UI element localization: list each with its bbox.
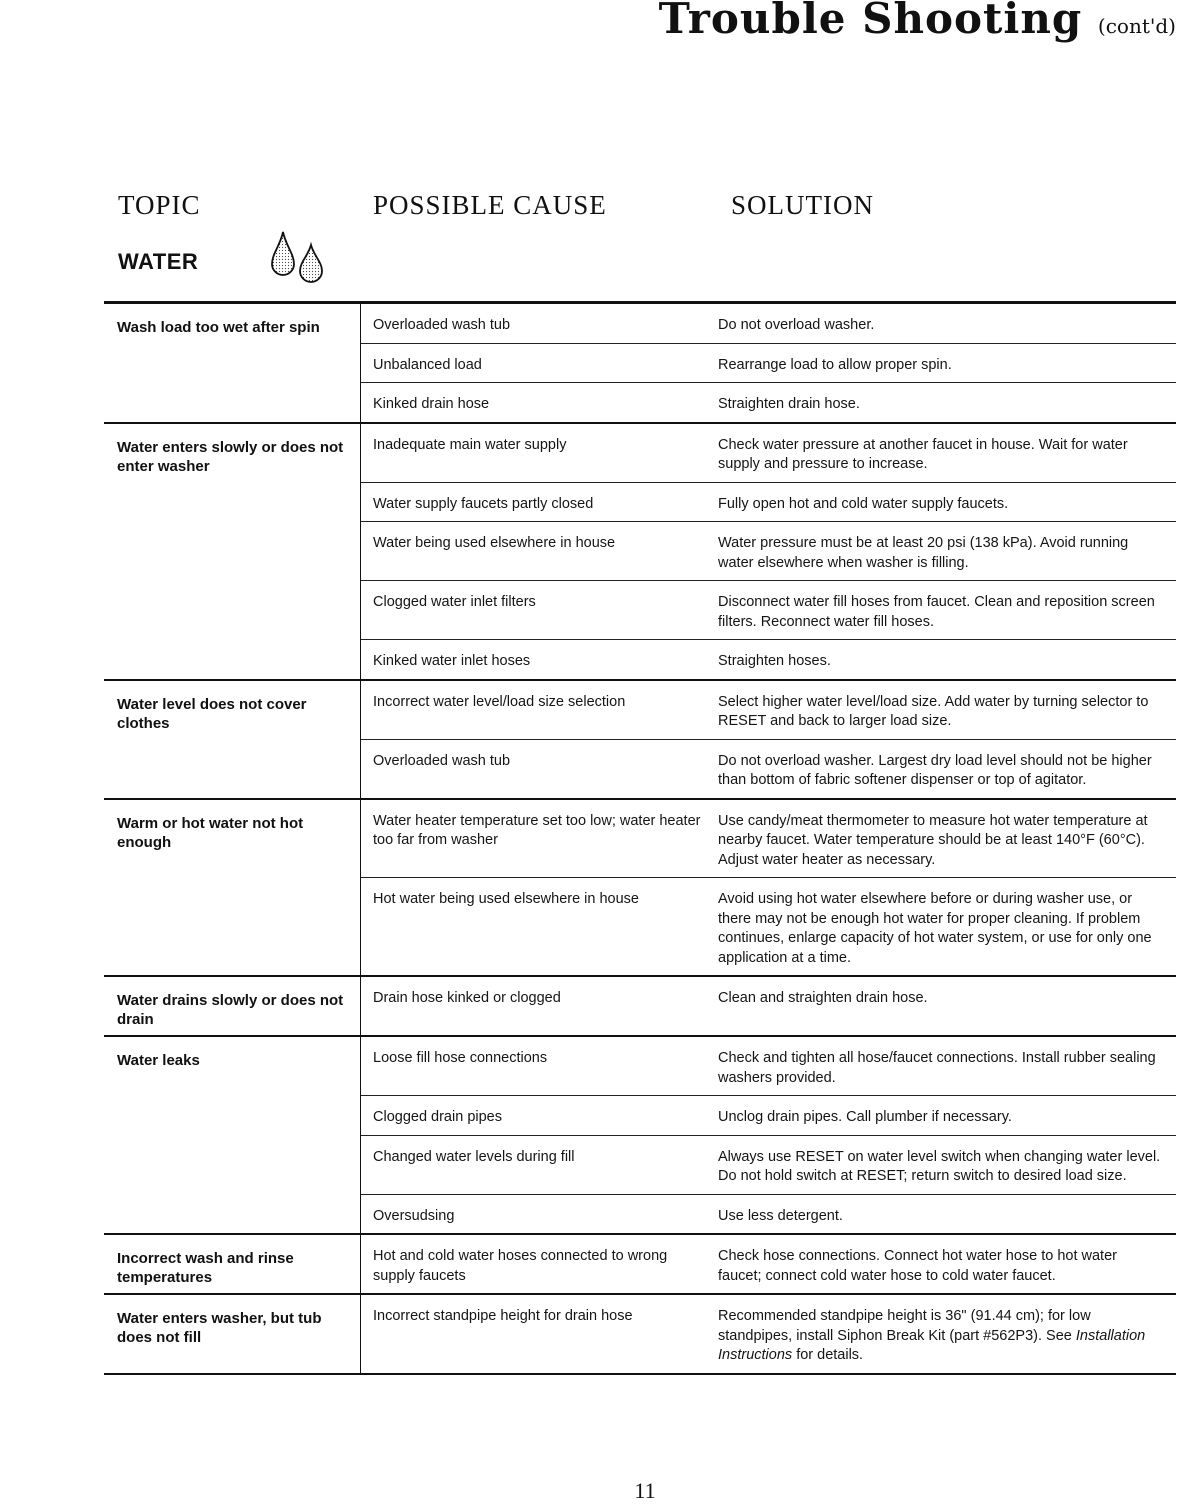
possible-cause: Kinked drain hose <box>373 396 490 412</box>
solution: Avoid using hot water elsewhere before or during washer use, or there may not be enough hot water for proper cleaning. If problem continues, enlarge capacity of hot water system, or use for only one application at a time. <box>718 891 1152 966</box>
solution: Select higher water level/load size. Add water by turning selector to RESET and back to larger load size. <box>718 693 1149 729</box>
troubleshooting-table <box>104 301 1176 1375</box>
possible-cause: Water being used elsewhere in house <box>373 535 616 551</box>
table-row <box>361 1195 1176 1234</box>
topic-label: Water leaks <box>104 1037 361 1233</box>
topic-label: Wash load too wet after spin <box>104 304 361 422</box>
topic-label: Water level does not cover clothes <box>104 681 361 798</box>
solution-tail: for details. <box>796 1347 864 1363</box>
table-row <box>361 1136 1176 1195</box>
solution: Fully open hot and cold water supply faucets. <box>718 495 1009 512</box>
table-row <box>361 1295 1176 1373</box>
solution-emphasis: Installation Instructions <box>718 1327 1146 1363</box>
page-title <box>659 0 1176 43</box>
possible-cause: Changed water levels during fill <box>373 1148 575 1165</box>
solution: Do not overload washer. <box>718 317 875 333</box>
table-row <box>361 740 1176 798</box>
possible-cause: Clogged water inlet filters <box>373 594 536 610</box>
table-row <box>361 681 1176 740</box>
possible-cause: Overloaded wash tub <box>373 752 511 769</box>
title-text: Trouble Shooting <box>658 0 1083 43</box>
possible-cause: Incorrect water level/load size selection <box>373 693 626 710</box>
solution: Rearrange load to allow proper spin. <box>718 356 952 373</box>
topic-label: Water enters washer, but tub does not fill <box>104 1295 361 1373</box>
possible-cause: Overloaded wash tub <box>373 317 511 333</box>
topic-label: Incorrect wash and rinse temperatures <box>104 1235 361 1293</box>
solution: Unclog drain pipes. Call plumber if necessary. <box>718 1109 1012 1125</box>
possible-cause: Oversudsing <box>373 1207 455 1224</box>
topic-group <box>104 424 1176 681</box>
topic-group <box>104 681 1176 800</box>
topic-label: Water drains slowly or does not drain <box>104 977 361 1035</box>
table-row <box>361 1037 1176 1096</box>
possible-cause: Water supply faucets partly closed <box>373 495 594 512</box>
possible-cause: Hot and cold water hoses connected to wrong supply faucets <box>373 1248 668 1284</box>
table-row <box>361 304 1176 344</box>
solution-text: Recommended standpipe height is 36" (91.44 cm); for low standpipes, install Siphon Break Kit (part #562P3). See <box>718 1308 1091 1344</box>
water-drops-icon <box>266 228 332 284</box>
topic-group <box>104 800 1176 978</box>
topic-label: Warm or hot water not hot enough <box>104 800 361 976</box>
solution: Straighten hoses. <box>718 653 831 669</box>
possible-cause: Loose fill hose connections <box>373 1050 548 1066</box>
table-row <box>361 581 1176 640</box>
solution: Disconnect water fill hoses from faucet. Clean and reposition screen filters. Reconnect water fill hoses. <box>718 594 1155 630</box>
solution: Water pressure must be at least 20 psi (138 kPa). Avoid running water elsewhere when washer is filling. <box>718 535 1129 571</box>
table-row <box>361 1235 1176 1293</box>
possible-cause: Drain hose kinked or clogged <box>373 990 561 1006</box>
table-row <box>361 977 1176 1016</box>
solution <box>718 1295 1176 1373</box>
solution: Straighten drain hose. <box>718 396 860 412</box>
possible-cause: Incorrect standpipe height for drain hose <box>373 1308 633 1324</box>
table-row <box>361 483 1176 523</box>
topic-label: Water enters slowly or does not enter washer <box>104 424 361 679</box>
column-header-solution: SOLUTION <box>731 190 874 220</box>
possible-cause: Water heater temperature set too low; water heater too far from washer <box>373 812 701 848</box>
table-row <box>361 383 1176 422</box>
solution: Use candy/meat thermometer to measure hot water temperature at nearby faucet. Water temperature should be at least 140°F (60°C). Adjust water heater as necessary. <box>718 812 1148 868</box>
topic-group <box>104 977 1176 1037</box>
possible-cause: Unbalanced load <box>373 356 482 373</box>
table-row <box>361 640 1176 679</box>
topic-group <box>104 304 1176 424</box>
possible-cause: Inadequate main water supply <box>373 436 567 453</box>
solution: Clean and straighten drain hose. <box>718 990 928 1006</box>
table-row <box>361 1096 1176 1136</box>
section-label: WATER <box>118 249 199 274</box>
title-suffix: (cont'd) <box>1097 14 1176 38</box>
topic-group <box>104 1235 1176 1295</box>
possible-cause: Hot water being used elsewhere in house <box>373 891 639 907</box>
topic-group <box>104 1037 1176 1235</box>
column-header-cause: POSSIBLE CAUSE <box>373 190 607 220</box>
solution: Use less detergent. <box>718 1207 843 1224</box>
topic-group <box>104 1295 1176 1375</box>
page-number: 11 <box>634 1478 656 1503</box>
solution: Do not overload washer. Largest dry load level should not be higher than bottom of fabric softener dispenser or top of agitator. <box>718 752 1152 788</box>
table-row <box>361 800 1176 879</box>
table-row <box>361 878 1176 975</box>
solution: Check hose connections. Connect hot water hose to hot water faucet; connect cold water hose to cold water faucet. <box>718 1248 1117 1284</box>
solution: Check water pressure at another faucet in house. Wait for water supply and pressure to increase. <box>718 436 1128 472</box>
solution: Always use RESET on water level switch when changing water level. Do not hold switch at RESET; return switch to desired load size. <box>718 1148 1161 1184</box>
possible-cause: Clogged drain pipes <box>373 1109 502 1125</box>
table-row <box>361 522 1176 581</box>
table-row <box>361 424 1176 483</box>
possible-cause: Kinked water inlet hoses <box>373 653 531 669</box>
table-row <box>361 344 1176 384</box>
solution: Check and tighten all hose/faucet connections. Install rubber sealing washers provided. <box>718 1050 1156 1086</box>
column-header-topic: TOPIC <box>118 190 201 220</box>
